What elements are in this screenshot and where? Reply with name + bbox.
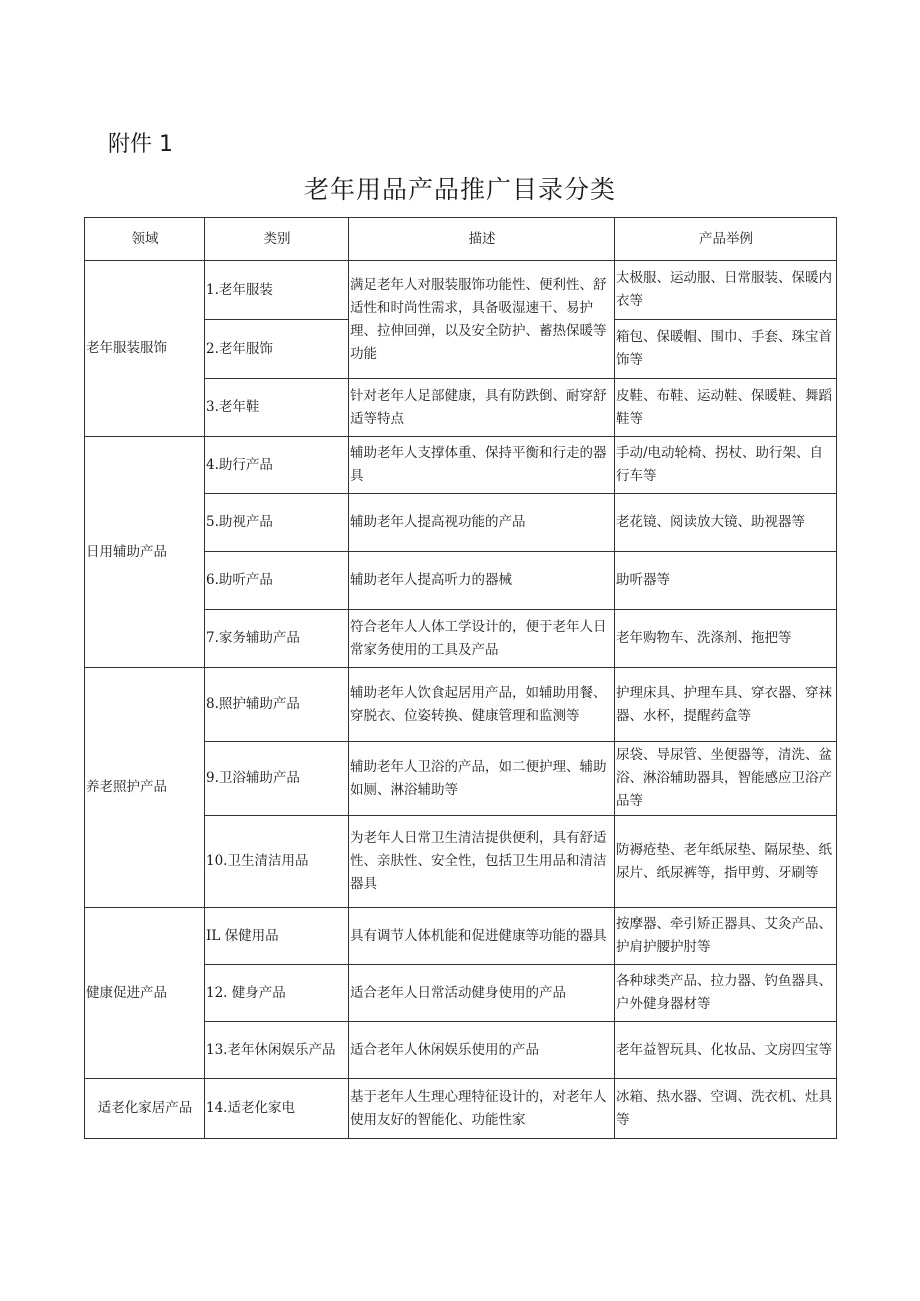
description-cell: 辅助老年人支撑体重、保持平衡和行走的器具	[349, 437, 615, 494]
description-cell: 具有调节人体机能和促进健康等功能的器具	[349, 908, 615, 965]
description-cell: 适合老年人休闲娱乐使用的产品	[349, 1022, 615, 1079]
description-cell: 针对老年人足部健康，具有防跌倒、耐穿舒适等特点	[349, 379, 615, 437]
examples-cell: 老年益智玩具、化妆品、文房四宝等	[615, 1022, 837, 1079]
catalog-table	[84, 217, 837, 1139]
examples-cell: 箱包、保暖帽、围巾、手套、珠宝首饰等	[615, 320, 837, 379]
examples-cell: 老年购物车、洗涤剂、拖把等	[615, 610, 837, 668]
description-cell: 满足老年人对服装服饰功能性、便利性、舒适性和时尚性需求，具备吸湿速干、易护理、拉伸回弹，以及安全防护、蓄热保暖等功能	[349, 261, 615, 379]
header-examples: 产品举例	[615, 218, 837, 261]
description-cell: 为老年人日常卫生清洁提供便利，具有舒适性、亲肤性、安全性，包括卫生用品和清洁器具	[349, 816, 615, 908]
description-cell: 辅助老年人卫浴的产品，如二便护理、辅助如厕、淋浴辅助等	[349, 742, 615, 816]
header-description: 描述	[349, 218, 615, 261]
examples-cell: 冰箱、热水器、空调、洗衣机、灶具等	[615, 1079, 837, 1139]
examples-cell: 老花镜、阅读放大镜、助视器等	[615, 494, 837, 552]
category-cell: 8.照护辅助产品	[205, 668, 349, 742]
description-cell: 符合老年人人体工学设计的，便于老年人日常家务使用的工具及产品	[349, 610, 615, 668]
table-row	[85, 1079, 837, 1139]
examples-cell: 防褥疮垫、老年纸尿垫、隔尿垫、纸尿片、纸尿裤等，指甲剪、牙刷等	[615, 816, 837, 908]
category-cell: 2.老年服饰	[205, 320, 349, 379]
description-cell: 辅助老年人饮食起居用产品，如辅助用餐、穿脱衣、位姿转换、健康管理和监测等	[349, 668, 615, 742]
category-cell: 9.卫浴辅助产品	[205, 742, 349, 816]
category-cell: 3.老年鞋	[205, 379, 349, 437]
category-cell: 7.家务辅助产品	[205, 610, 349, 668]
category-cell: 5.助视产品	[205, 494, 349, 552]
table-row	[85, 261, 837, 320]
examples-cell: 助听器等	[615, 552, 837, 610]
examples-cell: 皮鞋、布鞋、运动鞋、保暖鞋、舞蹈鞋等	[615, 379, 837, 437]
description-cell: 基于老年人生理心理特征设计的，对老年人使用友好的智能化、功能性家	[349, 1079, 615, 1139]
examples-cell: 护理床具、护理车具、穿衣器、穿袜器、水杯，提醒药盒等	[615, 668, 837, 742]
category-cell: 10.卫生清洁用品	[205, 816, 349, 908]
examples-cell: 各种球类产品、拉力器、钓鱼器具、户外健身器材等	[615, 965, 837, 1022]
page-title: 老年用品产品推广目录分类	[303, 175, 616, 204]
examples-cell: 太极服、运动服、日常服装、保暖内衣等	[615, 261, 837, 320]
examples-cell: 按摩器、牵引矫正器具、艾灸产品、护肩护腰护肘等	[615, 908, 837, 965]
description-cell: 辅助老年人提高视功能的产品	[349, 494, 615, 552]
examples-cell: 手动/电动轮椅、拐杖、助行架、自行车等	[615, 437, 837, 494]
category-cell: 4.助行产品	[205, 437, 349, 494]
description-cell: 辅助老年人提高听力的器械	[349, 552, 615, 610]
domain-cell: 日用辅助产品	[85, 437, 205, 668]
description-cell: 适合老年人日常活动健身使用的产品	[349, 965, 615, 1022]
category-cell: 1.老年服装	[205, 261, 349, 320]
category-cell: 6.助听产品	[205, 552, 349, 610]
header-category: 类别	[205, 218, 349, 261]
attachment-label: 附件 1	[108, 132, 173, 157]
domain-cell: 老年服装服饰	[85, 261, 205, 437]
domain-cell: 养老照护产品	[85, 668, 205, 908]
table-row	[85, 668, 837, 742]
category-cell: 13.老年休闲娱乐产品	[205, 1022, 349, 1079]
table-header-row	[85, 218, 837, 261]
examples-cell: 尿袋、导尿管、坐便器等，清洗、盆浴、淋浴辅助器具，智能感应卫浴产品等	[615, 742, 837, 816]
domain-cell: 健康促进产品	[85, 908, 205, 1079]
category-cell: IL 保健用品	[205, 908, 349, 965]
category-cell: 14.适老化家电	[205, 1079, 349, 1139]
category-cell: 12. 健身产品	[205, 965, 349, 1022]
table-row	[85, 437, 837, 494]
header-domain: 领域	[85, 218, 205, 261]
domain-cell: 适老化家居产品	[85, 1079, 205, 1139]
table-row	[85, 908, 837, 965]
